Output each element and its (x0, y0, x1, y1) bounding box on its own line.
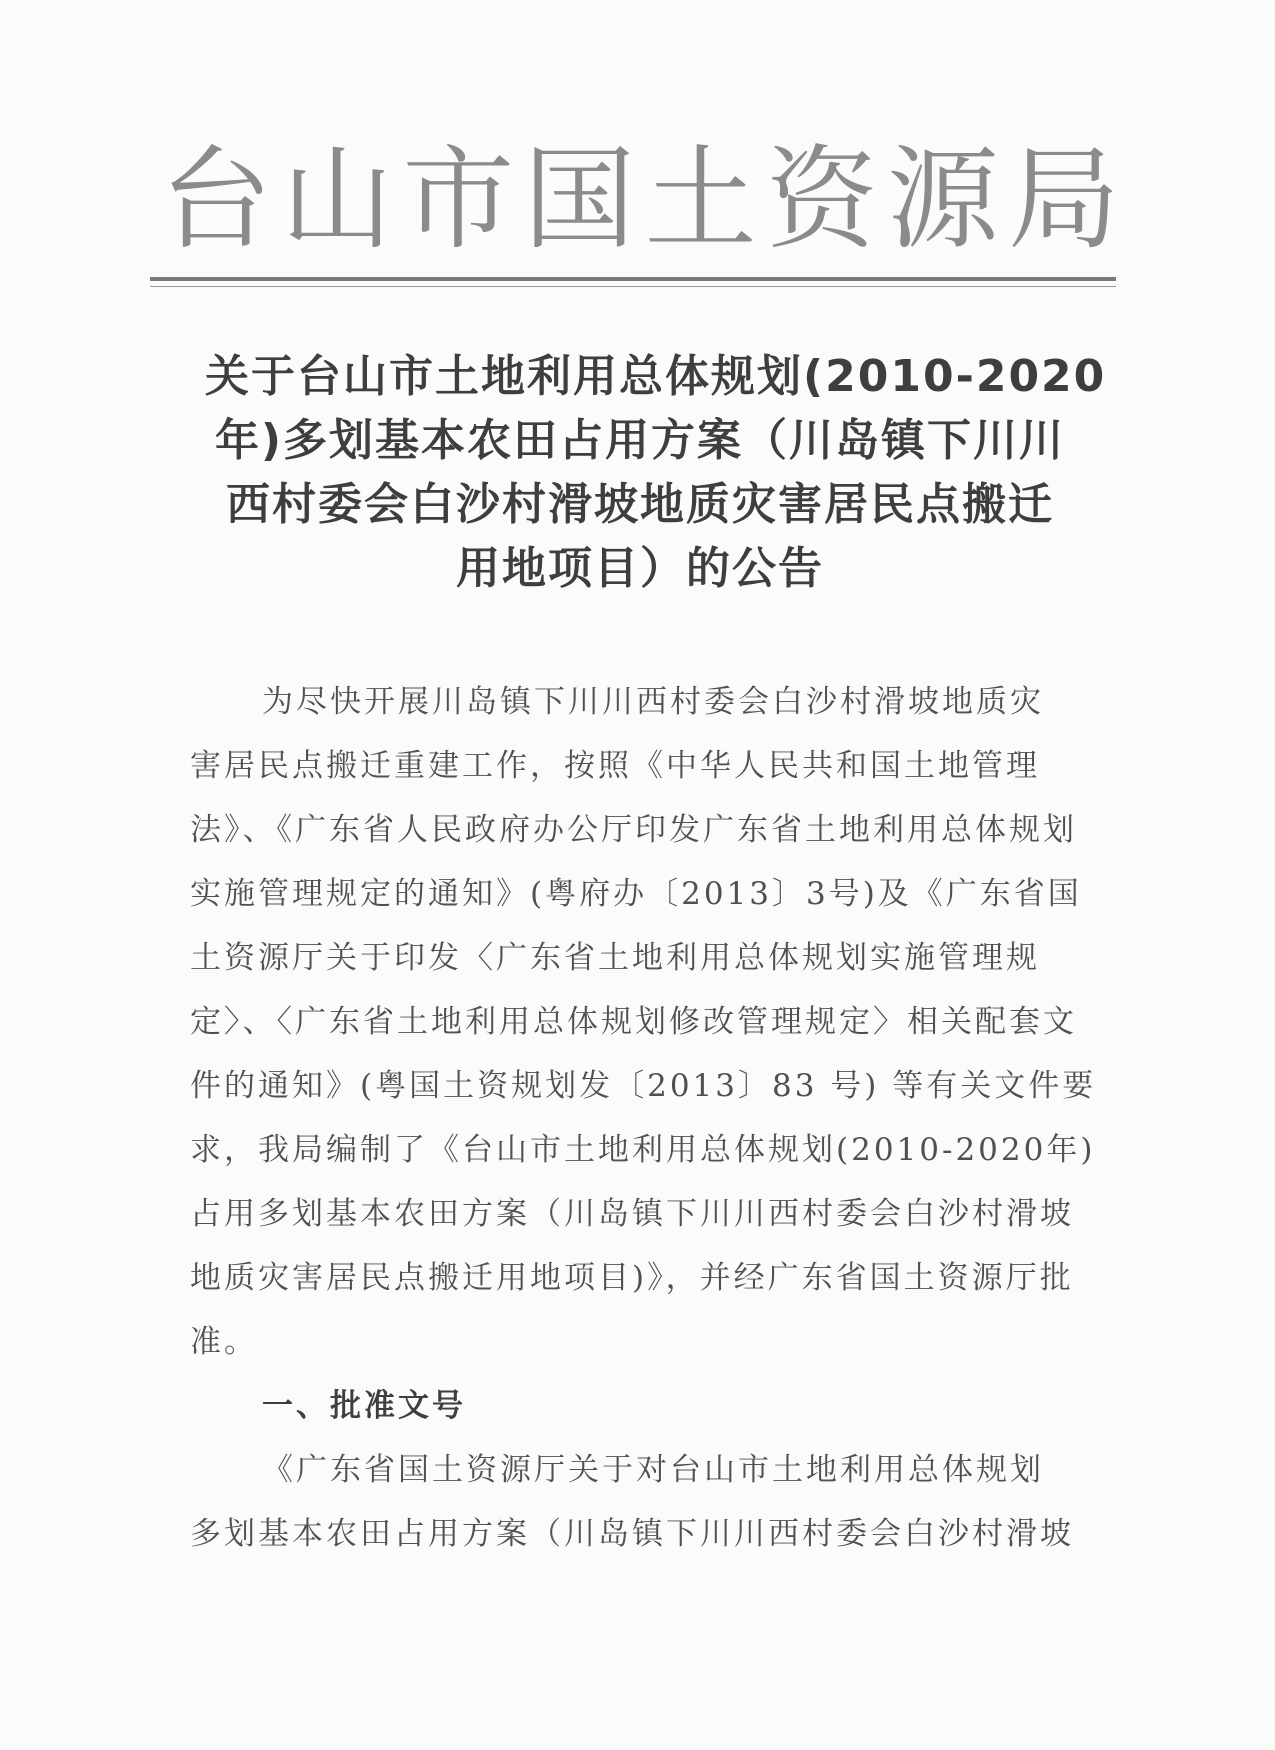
section-heading: 一、批准文号 (262, 1388, 466, 1424)
agency-char: 山 (281, 135, 394, 265)
body-line: 件的通知》(粤国土资规划发〔2013〕83 号) 等有关文件要 (190, 1068, 1097, 1104)
agency-char: 市 (402, 135, 515, 265)
body-line: 为尽快开展川岛镇下川川西村委会白沙村滑坡地质灾 (262, 684, 1044, 720)
letterhead-rule-thick (150, 277, 1116, 281)
body-line: 求，我局编制了《台山市土地利用总体规划(2010-2020年) (190, 1132, 1096, 1168)
body-line: 定〉、〈广东省土地利用总体规划修改管理规定〉相关配套文 (190, 1004, 1077, 1040)
agency-letterhead (160, 130, 1120, 270)
agency-char: 资 (765, 135, 878, 265)
agency-char: 土 (644, 135, 757, 265)
section-line: 多划基本农田占用方案（川岛镇下川川西村委会白沙村滑坡 (190, 1516, 1074, 1552)
title-line: 用地项目）的公告 (456, 543, 824, 594)
body-line: 准。 (190, 1324, 258, 1360)
body-line: 法》、《广东省人民政府办公厅印发广东省土地利用总体规划 (190, 812, 1077, 848)
title-line: 西村委会白沙村滑坡地质灾害居民点搬迁 (226, 479, 1054, 530)
agency-char: 源 (886, 135, 999, 265)
body-line: 害居民点搬迁重建工作，按照《中华人民共和国土地管理 (190, 748, 1040, 784)
letterhead-rule-thin (150, 286, 1116, 287)
agency-char: 台 (160, 135, 272, 265)
agency-char: 局 (1007, 135, 1120, 265)
title-line: 年)多划基本农田占用方案（川岛镇下川川 (214, 415, 1066, 466)
document-body (190, 670, 1097, 1566)
section-line: 《广东省国土资源厅关于对台山市土地利用总体规划 (262, 1452, 1044, 1488)
agency-char: 国 (523, 135, 636, 265)
document-title (205, 345, 1107, 601)
body-line: 实施管理规定的通知》(粤府办〔2013〕3号)及《广东省国 (190, 876, 1082, 912)
body-line: 地质灾害居民点搬迁用地项目)》，并经广东省国土资源厅批 (190, 1260, 1074, 1296)
title-line: 关于台山市土地利用总体规划(2010-2020 (205, 351, 1107, 402)
body-line: 占用多划基本农田方案（川岛镇下川川西村委会白沙村滑坡 (190, 1196, 1074, 1232)
body-line: 土资源厅关于印发〈广东省土地利用总体规划实施管理规 (190, 940, 1040, 976)
